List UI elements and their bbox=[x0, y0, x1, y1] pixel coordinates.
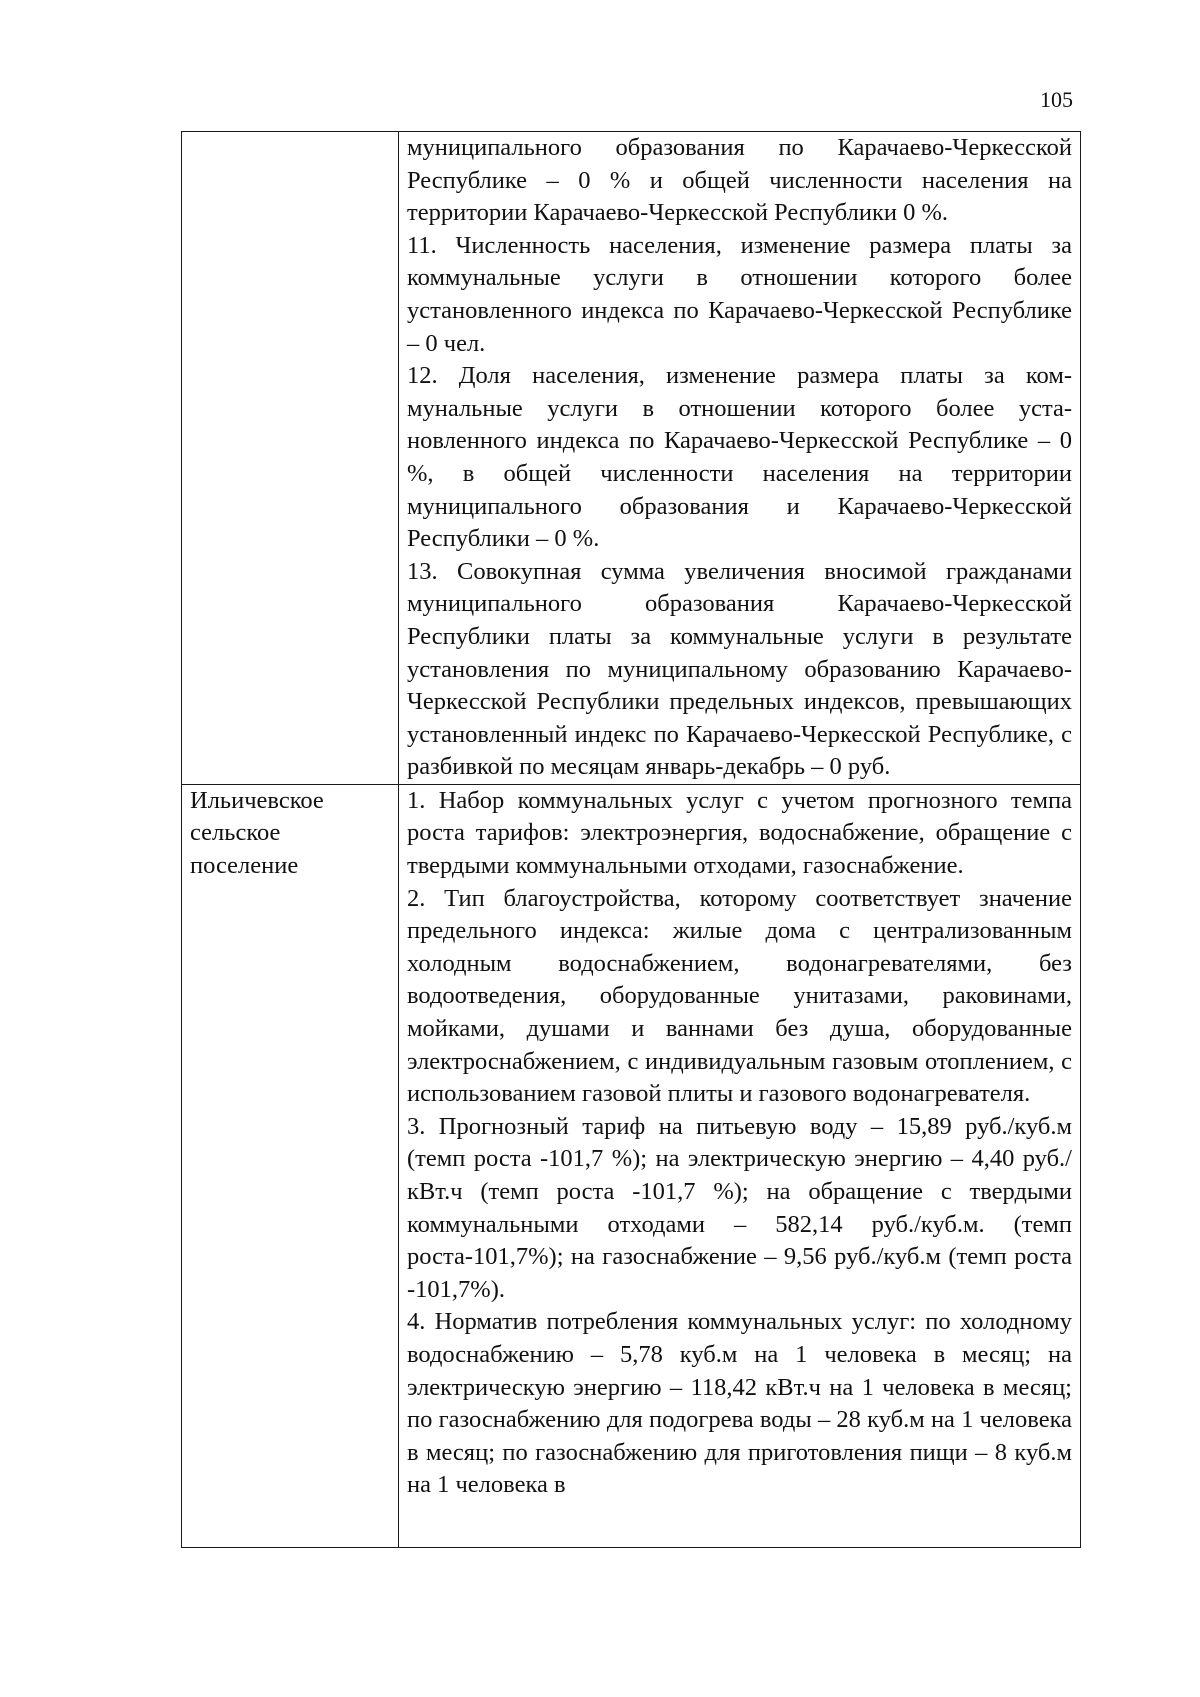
indicators-cell bbox=[399, 132, 1081, 785]
municipality-name-line: Ильичевское bbox=[190, 786, 324, 814]
paragraph: 4. Норматив потребления коммунальных услуг: по холодному водоснабжению – 5,78 куб.м на 1 человека в месяц; на электрическую энергию – 118,42 кВт.ч на 1 человека в месяц; по газоснабжению для подогрева воды – 28 куб.м на 1 человека в месяц; по газоснабжению для приготовления пищи – 8 куб.м на 1 человека в bbox=[407, 1308, 1072, 1499]
page-number: 105 bbox=[1040, 87, 1073, 112]
paragraph: 12. Доля населения, изменение размера платы за коммунальные услуги в отношении которого более установленного индекса по Карачаево-Черкесской Республике – 0 %, в общей численности населения на территории муниципального образования и Карачаево-Черкесской Республики – 0 %. bbox=[407, 362, 1072, 553]
paragraph: 1. Набор коммунальных услуг с учетом прогнозного темпа роста тарифов: электроэнергия, водоснабжение, обращение с твердыми коммунальными отходами, газоснабжение. bbox=[407, 786, 1072, 880]
paragraph: 13. Совокупная сумма увеличения вносимой гражданами муниципального образования Карачаево-Черкесской Республики платы за коммунальные услуги в результате установления по муниципальному образованию Карачаево-Черкесской Республики предельных индексов, превышающих установленный индекс по Карачаево-Черкесской Республике, с разбивкой по месяцам январь-декабрь – 0 руб. bbox=[407, 557, 1072, 781]
paragraph: 3. Прогнозный тариф на питьевую воду – 15,89 руб./куб.м (темп роста -101,7 %); на электрическую энергию – 4,40 руб./кВт.ч (темп роста -101,7 %); на обращение с твердыми коммунальными отходами – 582,14 руб./куб.м. (темп роста-101,7%); на газоснабжение – 9,56 руб./куб.м (темп роста -101,7%). bbox=[407, 1112, 1072, 1303]
indicators-cell bbox=[399, 784, 1081, 1547]
table-row bbox=[182, 132, 1081, 785]
data-table bbox=[181, 131, 1081, 1548]
paragraph: 2. Тип благоустройства, которому соответствует значение предельного индекса: жилые дома с централизованным холодным водоснабжением, водонагревателями, без водоотведения, оборудованные унитазами, раковинами, мойками, душами и ваннами без душа, оборудованные электроснабжением, с индивидуальным газовым отоплением, с использованием газовой плиты и газового водонагревателя. bbox=[407, 884, 1072, 1108]
municipality-name-line: сельское bbox=[190, 819, 281, 847]
municipality-name-cell bbox=[182, 132, 399, 785]
municipality-name-cell bbox=[182, 784, 399, 1547]
table-row bbox=[182, 784, 1081, 1547]
paragraph: муниципального образования по Карачаево-Черкесской Республике – 0 % и общей численности населения на территории Карачаево-Черкесской Республики 0 %. bbox=[407, 134, 1072, 227]
paragraph: 11. Численность населения, изменение размера платы за коммунальные услуги в отношении которого более установленного индекса по Карачаево-Черкесской Республике – 0 чел. bbox=[407, 231, 1072, 357]
municipality-name-line: поселение bbox=[190, 852, 299, 880]
